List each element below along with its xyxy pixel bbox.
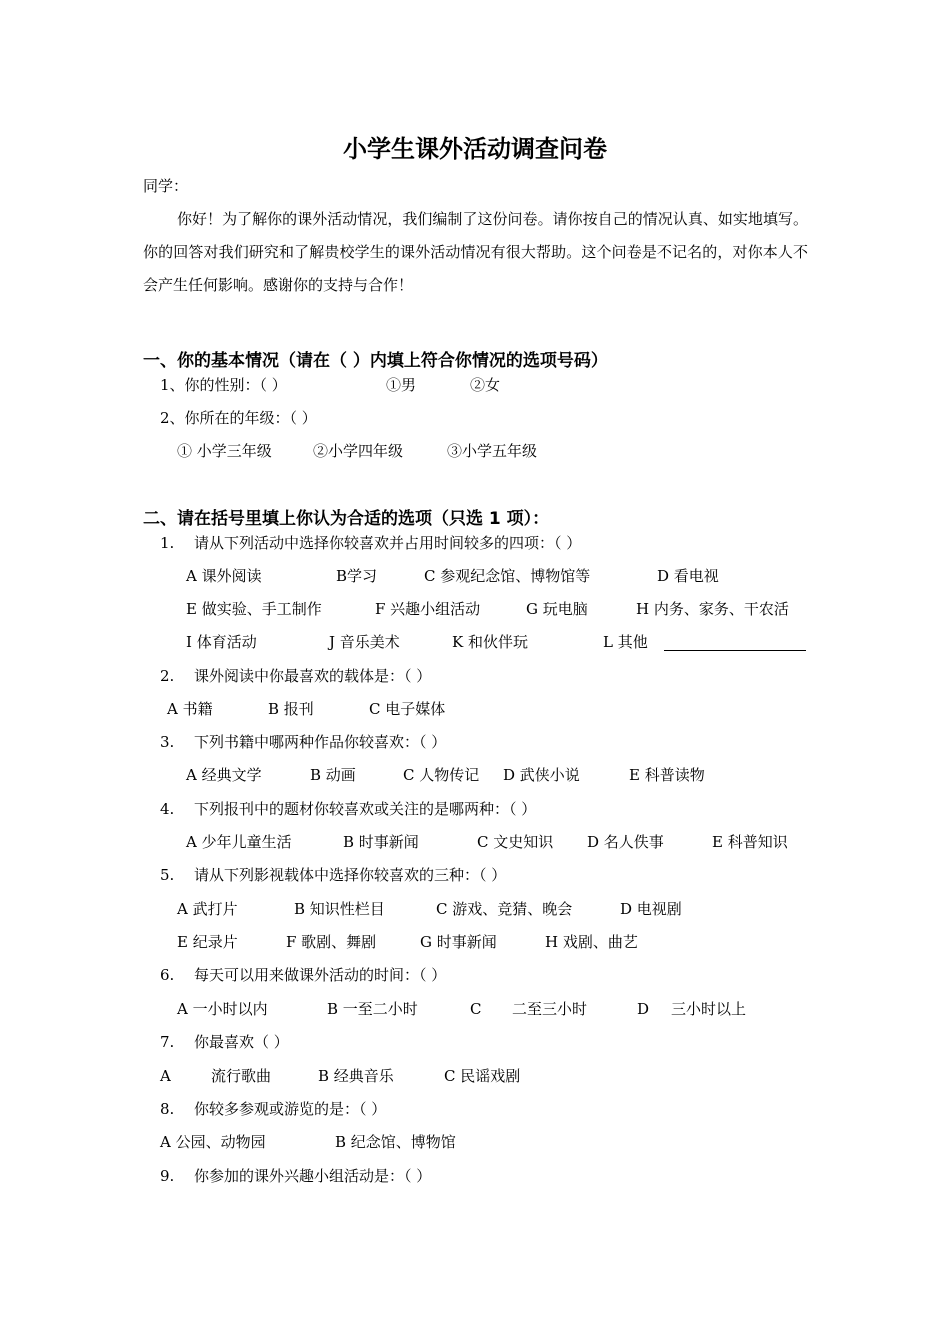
- s1-q1-option: ①男: [386, 376, 417, 394]
- question-text: 每天可以用来做课外活动的时间：（ ）: [194, 966, 447, 984]
- answer-option: G 时事新闻: [420, 933, 497, 951]
- s1-q1-option: ②女: [470, 376, 501, 394]
- answer-option: A 公园、动物园: [160, 1133, 266, 1151]
- intro-paragraph: 你好！为了解你的课外活动情况，我们编制了这份问卷。请你按自己的情况认真、如实地填写。你的回答对我们研究和了解贵校学生的课外活动情况有很大帮助。这个问卷是不记名的，对你本人不会产生任何影响。感谢你的支持与合作！: [143, 210, 808, 294]
- answer-option: A 经典文学: [186, 766, 262, 784]
- answer-option: F 兴趣小组活动: [375, 600, 481, 618]
- answer-option: C 文史知识: [477, 833, 554, 851]
- answer-option: D 武侠小说: [503, 766, 580, 784]
- question-text: 你较多参观或游览的是：（ ）: [194, 1100, 387, 1118]
- s1-q2-option: ②小学四年级: [313, 442, 404, 460]
- s1-q2-option: ③小学五年级: [447, 442, 538, 460]
- answer-option: G 玩电脑: [526, 600, 588, 618]
- answer-option: B 知识性栏目: [294, 900, 385, 918]
- answer-option: A 书籍: [167, 700, 213, 718]
- answer-option: H 戏剧、曲艺: [545, 933, 638, 951]
- answer-option: B 纪念馆、博物馆: [335, 1133, 456, 1151]
- answer-option: I 体育活动: [186, 633, 257, 651]
- answer-option: L 其他: [603, 633, 648, 651]
- question-text: 请从下列活动中选择你较喜欢并占用时间较多的四项：（ ）: [194, 534, 582, 552]
- question-number: 3.: [160, 733, 175, 751]
- answer-option: E 科普读物: [629, 766, 705, 784]
- answer-option: A 少年儿童生活: [186, 833, 292, 851]
- section1-heading: 一、你的基本情况（请在（ ）内填上符合你情况的选项号码）: [143, 351, 608, 371]
- answer-option: C: [470, 1000, 482, 1018]
- question-text: 下列报刊中的题材你较喜欢或关注的是哪两种：（ ）: [194, 800, 537, 818]
- question-text: 请从下列影视载体中选择你较喜欢的三种：（ ）: [194, 866, 507, 884]
- answer-option: 三小时以上: [671, 1000, 747, 1018]
- answer-option: B 动画: [310, 766, 356, 784]
- answer-option: B学习: [336, 567, 378, 585]
- answer-option: A 一小时以内: [177, 1000, 268, 1018]
- answer-option: C 电子媒体: [369, 700, 446, 718]
- question-number: 1.: [160, 534, 175, 552]
- question-number: 2.: [160, 667, 175, 685]
- answer-option: A 武打片: [177, 900, 238, 918]
- s1-q2-label: 2、你所在的年级：（ ）: [160, 409, 317, 427]
- question-number: 7.: [160, 1033, 175, 1051]
- greeting: 同学：: [143, 177, 189, 195]
- document-title: 小学生课外活动调查问卷: [343, 135, 607, 163]
- answer-option: A 课外阅读: [186, 567, 262, 585]
- answer-option: C 参观纪念馆、博物馆等: [424, 567, 591, 585]
- answer-option: 流行歌曲: [211, 1067, 272, 1085]
- fill-in-blank[interactable]: [664, 650, 806, 651]
- question-text: 你最喜欢（ ）: [194, 1033, 289, 1051]
- s1-q2-option: ① 小学三年级: [177, 442, 272, 460]
- question-number: 6.: [160, 966, 175, 984]
- answer-option: F 歌剧、舞剧: [286, 933, 377, 951]
- answer-option: C 民谣戏剧: [444, 1067, 521, 1085]
- s1-q1-label: 1、你的性别：（ ）: [160, 376, 287, 394]
- question-number: 5.: [160, 866, 175, 884]
- answer-option: D 电视剧: [620, 900, 682, 918]
- answer-option: H 内务、家务、干农活: [636, 600, 789, 618]
- section2-heading: 二、请在括号里填上你认为合适的选项（只选 1 项）：: [143, 509, 550, 529]
- answer-option: B 经典音乐: [318, 1067, 394, 1085]
- answer-option: B 一至二小时: [327, 1000, 418, 1018]
- question-number: 9.: [160, 1167, 175, 1185]
- answer-option: E 做实验、手工制作: [186, 600, 322, 618]
- question-number: 8.: [160, 1100, 175, 1118]
- answer-option: 二至三小时: [512, 1000, 588, 1018]
- question-text: 课外阅读中你最喜欢的载体是：（ ）: [194, 667, 432, 685]
- question-text: 你参加的课外兴趣小组活动是：（ ）: [194, 1167, 432, 1185]
- answer-option: E 纪录片: [177, 933, 238, 951]
- answer-option: D 名人佚事: [587, 833, 664, 851]
- answer-option: D 看电视: [657, 567, 719, 585]
- answer-option: D: [637, 1000, 650, 1018]
- answer-option: A: [160, 1067, 171, 1085]
- question-text: 下列书籍中哪两种作品你较喜欢：（ ）: [194, 733, 447, 751]
- answer-option: C 游戏、竞猜、晚会: [436, 900, 573, 918]
- question-number: 4.: [160, 800, 175, 818]
- answer-option: B 报刊: [268, 700, 314, 718]
- answer-option: E 科普知识: [712, 833, 788, 851]
- answer-option: C 人物传记: [403, 766, 480, 784]
- answer-option: K 和伙伴玩: [452, 633, 528, 651]
- answer-option: J 音乐美术: [329, 633, 400, 651]
- answer-option: B 时事新闻: [343, 833, 419, 851]
